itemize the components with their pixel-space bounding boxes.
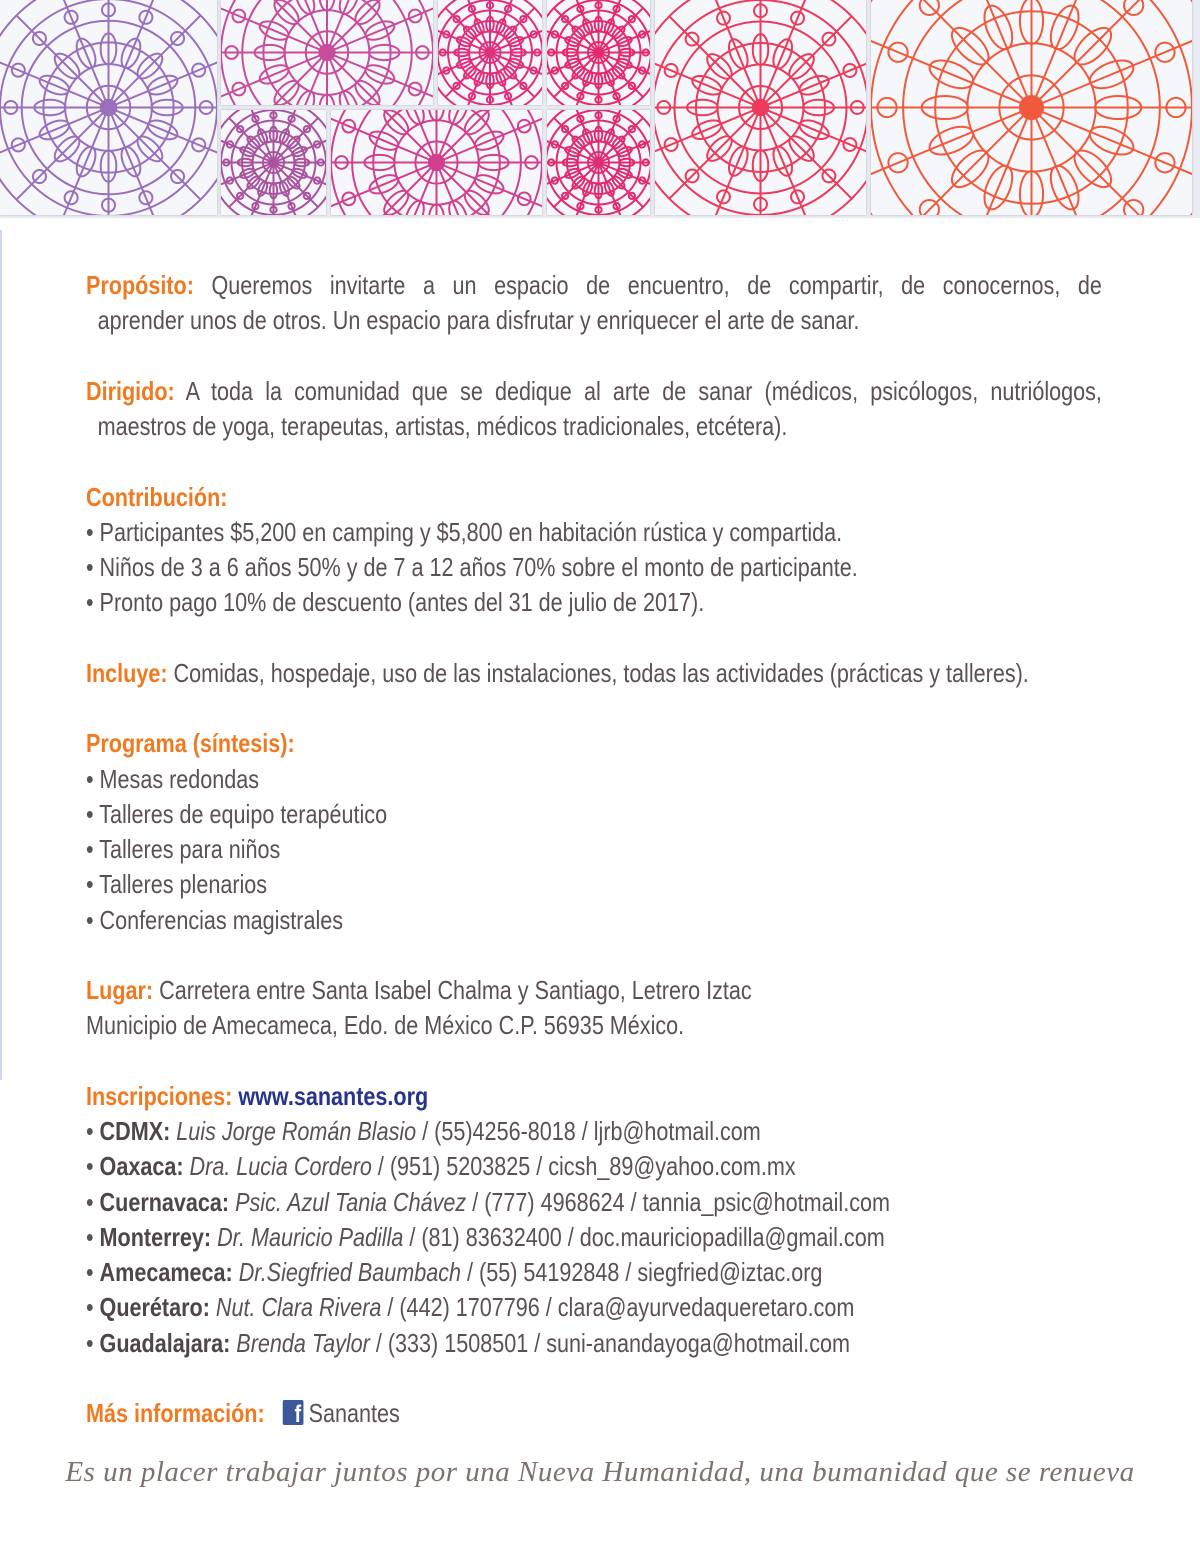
- mandala-tile: [331, 110, 542, 215]
- contact-city: Amecameca:: [99, 1257, 233, 1287]
- proposito-text: Queremos invitarte a un espacio de encuentro, de compartir, de conocernos, de: [211, 270, 1102, 300]
- programa-label: Programa (síntesis):: [86, 728, 295, 759]
- list-item: • Talleres para niños: [86, 834, 281, 864]
- list-item: • Niños de 3 a 6 años 50% y de 7 a 12 años 70% sobre el monto de participante.: [86, 552, 858, 582]
- dirigido-line2: maestros de yoga, terapeutas, artistas, médicos tradicionales, etcétera).: [97, 411, 788, 441]
- contact-details: / (333) 1508501 / suni-anandayoga@hotmail.com: [369, 1327, 851, 1358]
- contact-city: Querétaro:: [99, 1292, 210, 1323]
- contact-person: Nut. Clara Rivera: [215, 1292, 382, 1323]
- contact-person: Dr.Siegfried Baumbach: [238, 1257, 462, 1287]
- contact-item: • Guadalajara: Brenda Taylor / (333) 1508501 / suni-anandayoga@hotmail.com: [86, 1327, 851, 1358]
- mandala-tile: [221, 0, 433, 105]
- list-item: • Pronto pago 10% de descuento (antes del 31 de julio de 2017).: [86, 587, 705, 618]
- incluye-text: Comidas, hospedaje, uso de las instalaciones, todas las actividades (prácticas y talleres).: [173, 657, 1029, 688]
- contact-city: Oaxaca:: [99, 1151, 184, 1182]
- mandala-tile: [655, 0, 866, 215]
- dirigido-label: Dirigido:: [86, 375, 175, 406]
- mandala-tile: [547, 110, 650, 215]
- contact-city: Monterrey:: [99, 1221, 212, 1252]
- proposito-label: Propósito:: [86, 270, 194, 300]
- facebook-icon[interactable]: f: [283, 1400, 304, 1425]
- contact-city: Cuernavaca:: [99, 1186, 230, 1217]
- proposito-line2: aprender unos de otros. Un espacio para disfrutar y enriquecer el arte de sanar.: [97, 305, 860, 336]
- list-item: • Conferencias magistrales: [86, 904, 344, 935]
- contact-city: CDMX:: [99, 1116, 171, 1146]
- dirigido-line1: [86, 374, 1102, 409]
- mandala-banner: [0, 0, 1200, 218]
- lugar-line2: Municipio de Amecameca, Edo. de México C.P. 56935 México.: [86, 1010, 685, 1041]
- mas-info-label: Más información:: [86, 1398, 265, 1428]
- lugar-line1: [86, 973, 1102, 1008]
- lugar-text: Carretera entre Santa Isabel Chalma y Santiago, Letrero Iztac: [159, 975, 752, 1005]
- list-item: • Participantes $5,200 en camping y $5,800 en habitación rústica y compartida.: [86, 516, 843, 547]
- mandala-tile: [438, 0, 542, 105]
- contact-city: Guadalajara:: [99, 1327, 231, 1358]
- contact-person: Psic. Azul Tania Chávez: [235, 1186, 467, 1217]
- contact-person: Dra. Lucia Cordero: [189, 1151, 372, 1182]
- contact-item: • Amecameca: Dr.Siegfried Baumbach / (55) 54192848 / siegfried@iztac.org: [86, 1257, 823, 1287]
- contact-person: Brenda Taylor: [236, 1327, 370, 1358]
- lugar-label: Lugar:: [86, 975, 154, 1005]
- contact-details: / (951) 5203825 / cicsh_89@yahoo.com.mx: [371, 1151, 796, 1182]
- contact-details: / (81) 83632400 / doc.mauriciopadilla@gmail.com: [403, 1221, 885, 1252]
- contact-person: Dr. Mauricio Padilla: [217, 1221, 404, 1252]
- tagline: Es un placer trabajar juntos por una Nueva Humanidad, una bumanidad que se renueva: [65, 1456, 1135, 1488]
- contact-item: • Querétaro: Nut. Clara Rivera / (442) 1707796 / clara@ayurvedaqueretaro.com: [86, 1292, 855, 1323]
- inscripciones-label: Inscripciones:: [86, 1080, 233, 1111]
- mandala-tile: [871, 0, 1192, 215]
- contact-details: / (55) 54192848 / siegfried@iztac.org: [461, 1257, 823, 1287]
- website-link[interactable]: www.sanantes.org: [238, 1080, 429, 1111]
- dirigido-text: A toda la comunidad que se dedique al arte de sanar (médicos, psicólogos, nutriólogos,: [185, 375, 1102, 406]
- contribucion-label: Contribución:: [86, 481, 228, 512]
- contact-details: / (442) 1707796 / clara@ayurvedaqueretaro.com: [381, 1292, 855, 1323]
- list-item: • Talleres plenarios: [86, 869, 268, 900]
- proposito-line1: [86, 268, 1102, 303]
- mandala-tile: [221, 110, 326, 215]
- contact-person: Luis Jorge Román Blasio: [176, 1116, 417, 1146]
- incluye-label: Incluye:: [86, 657, 168, 688]
- mas-info-line: [86, 1396, 1102, 1431]
- incluye-line: [86, 656, 1102, 691]
- contact-details: / (55)4256-8018 / ljrb@hotmail.com: [416, 1116, 761, 1146]
- mandala-tile: [547, 0, 650, 105]
- contact-item: • Oaxaca: Dra. Lucia Cordero / (951) 5203825 / cicsh_89@yahoo.com.mx: [86, 1151, 796, 1182]
- list-item: • Talleres de equipo terapéutico: [86, 798, 388, 829]
- flyer-content: [86, 268, 1102, 1431]
- edge-divider: [0, 230, 2, 1080]
- facebook-page-link[interactable]: Sanantes: [308, 1398, 400, 1428]
- mandala-tile: [0, 0, 217, 215]
- contact-item: • Cuernavaca: Psic. Azul Tania Chávez / (777) 4968624 / tannia_psic@hotmail.com: [86, 1186, 890, 1217]
- contact-details: / (777) 4968624 / tannia_psic@hotmail.com: [466, 1186, 890, 1217]
- inscripciones-line: [86, 1079, 1102, 1114]
- list-item: • Mesas redondas: [86, 763, 260, 794]
- contact-item: • CDMX: Luis Jorge Román Blasio / (55)4256-8018 / ljrb@hotmail.com: [86, 1116, 761, 1146]
- contact-item: • Monterrey: Dr. Mauricio Padilla / (81) 83632400 / doc.mauriciopadilla@gmail.com: [86, 1221, 885, 1252]
